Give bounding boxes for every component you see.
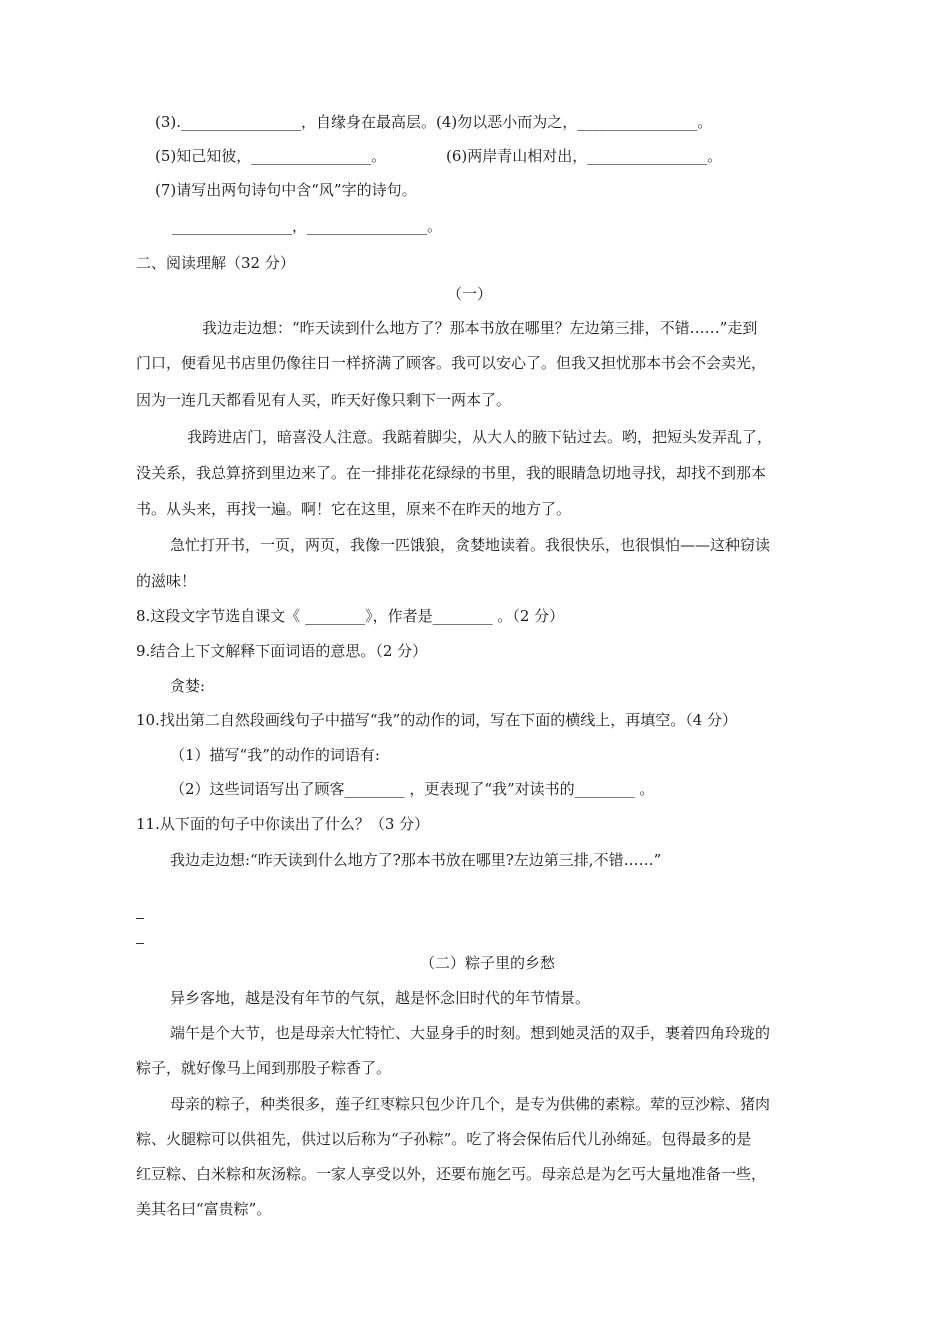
passage1-paragraph2: 没关系，我总算挤到里边来了。在一排排花花绿绿的书里，我的眼睛急切地寻找，却找不到那本 (136, 464, 767, 482)
fill-in-line-5: (5)知己知彼，________________。 (155, 147, 387, 165)
passage2-paragraph2: 端午是个大节，也是母亲大忙特忙、大显身手的时刻。想到她灵活的双手，裹着四角玲珑的 (170, 1024, 771, 1042)
passage2-paragraph3: 美其名曰“富贵粽”。 (136, 1200, 272, 1218)
question-10: 10.找出第二自然段画线句子中描写“我”的动作的词，写在下面的横线上，再填空。（4 分） (136, 711, 738, 729)
passage1-paragraph1: 门口，便看见书店里仍像往日一样挤满了顾客。我可以安心了。但我又担忧那本书会不会卖光， (136, 354, 767, 372)
passage1-paragraph1: 因为一连几天都看见有人买，昨天好像只剩下一两本了。 (136, 391, 512, 409)
passage1-paragraph2: 我跨进店门，暗喜没人注意。我踮着脚尖，从大人的腋下钻过去。哟，把短头发弄乱了， (187, 428, 773, 446)
passage1-paragraph2: 书。从头来，再找一遍。啊！它在这里，原来不在昨天的地方了。 (136, 500, 572, 518)
question-8: 8.这段文字节选自课文《 ________》，作者是________ 。（2 分） (136, 607, 565, 625)
fill-in-blanks: ________________，________________。 (172, 217, 443, 235)
question-10-part1: （1）描写“我”的动作的词语有: (170, 746, 380, 764)
passage2-paragraph3: 粽、火腿粽可以供祖先，供过以后称为“子孙粽”。吃了将会保佑后代儿孙绵延。包得最多的是 (136, 1130, 752, 1148)
fill-in-line-6: (6)两岸青山相对出，________________。 (446, 147, 723, 165)
question-9: 9.结合上下文解释下面词语的意思。（2 分） (136, 642, 428, 660)
fill-in-line-7: (7)请写出两句诗句中含“风”字的诗句。 (155, 181, 417, 199)
question-11: 11.从下面的句子中你读出了什么？（3 分） (136, 815, 430, 833)
section-heading: 二、阅读理解（32 分） (136, 254, 295, 272)
question-9-word: 贪婪: (170, 677, 206, 695)
passage1-paragraph1: 我边走边想：“昨天读到什么地方了？那本书放在哪里？左边第三排，不错……”走到 (202, 319, 758, 337)
question-10-part2: （2）这些词语写出了顾客________ ，更表现了“我”对读书的________ 。 (170, 780, 655, 798)
answer-blank-line (136, 943, 144, 944)
passage2-title: （二）粽子里的乡愁 (420, 954, 556, 972)
passage2-paragraph2: 粽子，就好像马上闻到那股子粽香了。 (136, 1059, 392, 1077)
fill-in-line-3-4: (3).________________，自缘身在最高层。(4)勿以恶小而为之，________________。 (155, 113, 713, 131)
question-11-quote: 我边走边想:“昨天读到什么地方了?那本书放在哪里?左边第三排,不错……” (170, 851, 662, 869)
passage1-paragraph3: 的滋味！ (136, 572, 197, 590)
passage2-paragraph3: 红豆粽、白米粽和灰汤粽。一家人享受以外，还要布施乞丐。母亲总是为乞丐大量地准备一些， (136, 1165, 767, 1183)
part-label: （一） (447, 285, 493, 303)
passage2-paragraph3: 母亲的粽子，种类很多，莲子红枣粽只包少许几个，是专为供佛的素粽。荤的豆沙粽、猪肉 (170, 1095, 771, 1113)
answer-blank-line (136, 918, 144, 919)
passage2-paragraph1: 异乡客地，越是没有年节的气氛，越是怀念旧时代的年节情景。 (170, 989, 591, 1007)
passage1-paragraph3: 急忙打开书，一页，两页，我像一匹饿狼，贪婪地读着。我很快乐，也很惧怕——这种窃读 (170, 536, 771, 554)
